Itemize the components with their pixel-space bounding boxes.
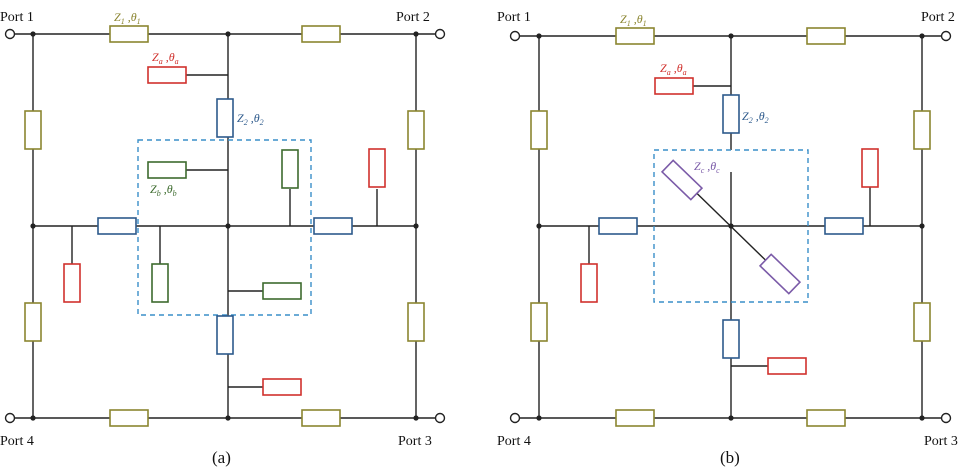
stub-b-bottom-red: [768, 358, 806, 374]
tl-bottom-right: [302, 410, 340, 426]
tl-b-center-bottom: [723, 320, 739, 358]
label-za-thetaa: $Z_a$ $,\theta_a$: [152, 50, 179, 66]
stub-b-left: [152, 264, 168, 302]
tl-right-upper: [408, 111, 424, 149]
stub-b-right-red: [862, 149, 878, 187]
tl-b-bottom-left: [616, 410, 654, 426]
tl-b-top-left: [616, 28, 654, 44]
port-2-terminal: [436, 30, 445, 39]
caption-a: (a): [212, 448, 231, 467]
caption-b: (b): [720, 448, 740, 467]
tl-b-left-upper: [531, 111, 547, 149]
tl-b-center-left: [599, 218, 637, 234]
stub-a-right: [369, 149, 385, 187]
label-zb-thetab: $Z_b$ $,\theta_b$: [150, 182, 177, 198]
stub-b-bottom: [263, 283, 301, 299]
tl-left-upper: [25, 111, 41, 149]
tl-center-left: [98, 218, 136, 234]
stub-a-left: [64, 264, 80, 302]
port-4-terminal-b: [511, 414, 520, 423]
tl-center-top: [217, 99, 233, 137]
diagram-b: [497, 10, 958, 467]
label-z2-theta2: $Z_2$ $,\theta_2$: [237, 111, 264, 127]
tl-center-bottom: [217, 316, 233, 354]
label-b-z1-theta1: $Z_1$ $,\theta_1$: [620, 12, 647, 28]
port-1-terminal: [6, 30, 15, 39]
label-b-za-thetaa: $Z_a$ $,\theta_a$: [660, 61, 687, 77]
tl-bottom-left: [110, 410, 148, 426]
tl-top-right: [302, 26, 340, 42]
tl-c-lower-right: [760, 254, 800, 293]
label-z1-theta1: $Z_1$ $,\theta_1$: [114, 10, 141, 26]
port-3-label-b: Port 3: [924, 434, 958, 449]
tl-left-lower: [25, 303, 41, 341]
tl-b-bottom-right: [807, 410, 845, 426]
label-zc-thetac: $Z_c$ $,\theta_c$: [694, 159, 720, 175]
tl-b-right-upper: [914, 111, 930, 149]
port-2-label: Port 2: [396, 10, 430, 25]
tl-b-center-right: [825, 218, 863, 234]
port-4-label-b: Port 4: [497, 434, 531, 449]
port-3-label: Port 3: [398, 434, 432, 449]
port-1-label: Port 1: [0, 10, 34, 25]
stub-a-bottom: [263, 379, 301, 395]
tl-center-right: [314, 218, 352, 234]
stub-b-top: [148, 162, 186, 178]
tl-b-top-right: [807, 28, 845, 44]
port-4-label: Port 4: [0, 434, 34, 449]
tl-b-right-lower: [914, 303, 930, 341]
stub-b-left-red: [581, 264, 597, 302]
stub-b-top-red: [655, 78, 693, 94]
tl-top-left: [110, 26, 148, 42]
diagram-a: [0, 10, 445, 467]
stub-b-right: [282, 150, 298, 188]
port-2-label-b: Port 2: [921, 10, 955, 25]
port-3-terminal: [436, 414, 445, 423]
port-2-terminal-b: [942, 32, 951, 41]
port-1-terminal-b: [511, 32, 520, 41]
stub-a-top: [148, 67, 186, 83]
port-3-terminal-b: [942, 414, 951, 423]
tl-right-lower: [408, 303, 424, 341]
port-4-terminal: [6, 414, 15, 423]
label-b-z2-theta2: $Z_2$ $,\theta_2$: [742, 109, 769, 125]
tl-b-center-top: [723, 95, 739, 133]
port-1-label-b: Port 1: [497, 10, 531, 25]
tl-b-left-lower: [531, 303, 547, 341]
